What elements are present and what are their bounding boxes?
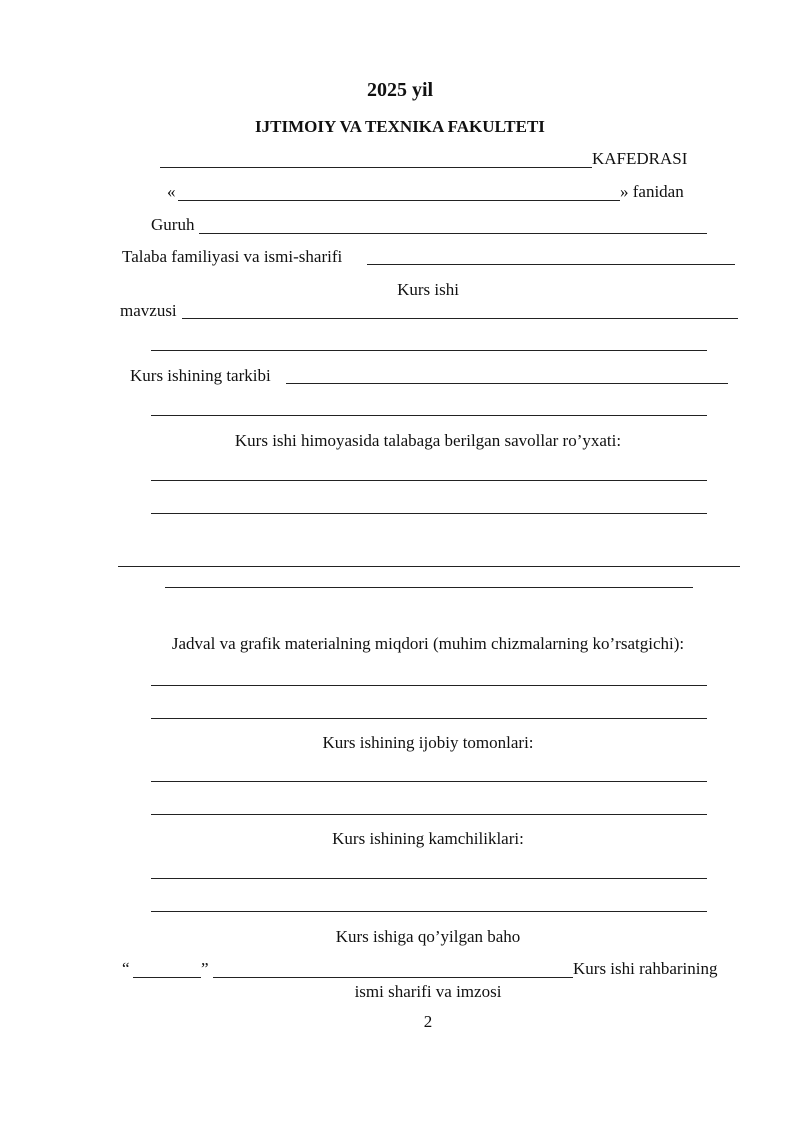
grade-close-quote: ”: [201, 959, 209, 978]
questions-blank-2[interactable]: [151, 513, 707, 514]
tables-label: Jadval va grafik materialning miqdori (muhim chizmalarning ko’rsatgichi):: [171, 634, 685, 653]
topic-title: Kurs ishi: [397, 280, 459, 299]
subject-label: » fanidan: [620, 182, 684, 201]
content-blank-2[interactable]: [151, 415, 707, 416]
questions-blank-1[interactable]: [151, 480, 707, 481]
questions-label: Kurs ishi himoyasida talabaga berilgan savollar ro’yxati:: [234, 431, 622, 450]
shortcomings-blank-1[interactable]: [151, 878, 707, 879]
supervisor-sublabel: ismi sharifi va imzosi: [354, 982, 502, 1001]
positive-blank-1[interactable]: [151, 781, 707, 782]
tables-blank-2[interactable]: [151, 718, 707, 719]
supervisor-blank[interactable]: [213, 977, 573, 978]
department-blank[interactable]: [160, 167, 592, 168]
department-label: KAFEDRASI: [592, 149, 688, 168]
shortcomings-label: Kurs ishining kamchiliklari:: [332, 829, 524, 848]
topic-label: mavzusi: [120, 301, 177, 320]
subject-open-quote: «: [167, 182, 176, 201]
year-heading: 2025 yil: [366, 79, 434, 101]
content-blank[interactable]: [286, 383, 728, 384]
group-label: Guruh: [151, 215, 195, 234]
student-blank[interactable]: [367, 264, 735, 265]
positive-label: Kurs ishining ijobiy tomonlari:: [322, 733, 534, 752]
grade-blank[interactable]: [133, 977, 201, 978]
tables-blank-1[interactable]: [151, 685, 707, 686]
supervisor-label: Kurs ishi rahbarining: [573, 959, 718, 978]
positive-blank-2[interactable]: [151, 814, 707, 815]
topic-blank[interactable]: [182, 318, 738, 319]
page-number: 2: [423, 1012, 433, 1031]
grade-label: Kurs ishiga qo’yilgan baho: [335, 927, 521, 946]
questions-blank-4[interactable]: [165, 587, 693, 588]
faculty-heading: IJTIMOIY VA TEXNIKA FAKULTETI: [255, 117, 545, 136]
grade-open-quote: “: [122, 959, 130, 978]
questions-blank-3[interactable]: [118, 566, 740, 567]
subject-blank[interactable]: [178, 200, 620, 201]
shortcomings-blank-2[interactable]: [151, 911, 707, 912]
group-blank[interactable]: [199, 233, 707, 234]
topic-blank-2[interactable]: [151, 350, 707, 351]
content-label: Kurs ishining tarkibi: [130, 366, 271, 385]
student-label: Talaba familiyasi va ismi-sharifi: [122, 247, 343, 266]
